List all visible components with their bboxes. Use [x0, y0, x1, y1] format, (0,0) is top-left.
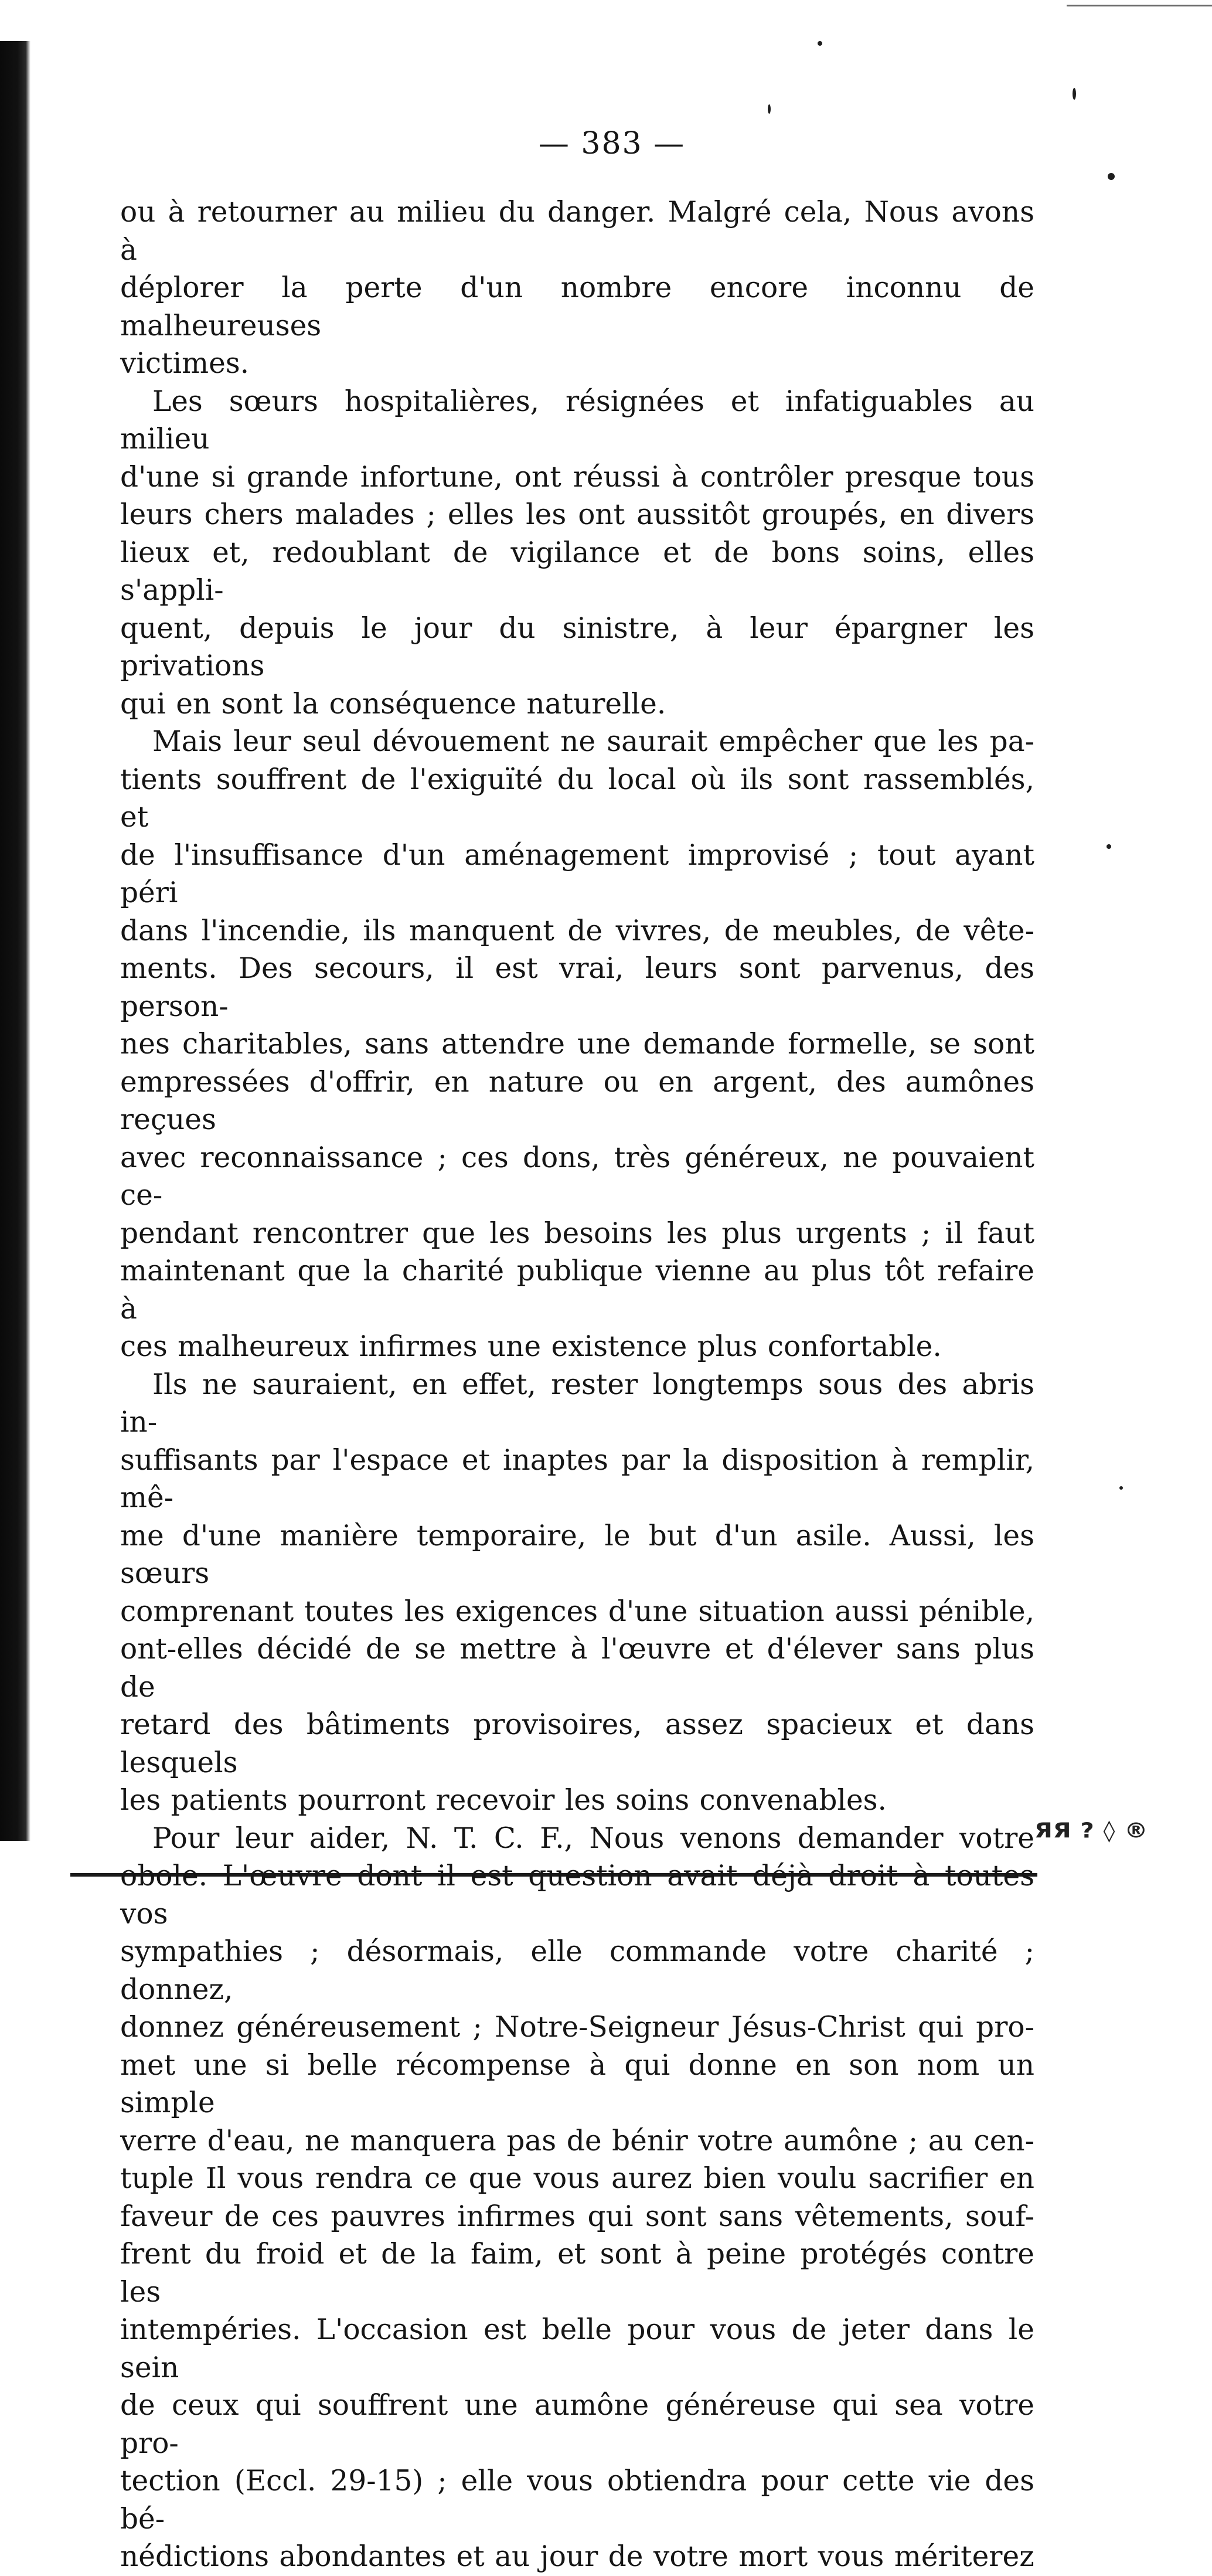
text-line: nédictions abondantes et au jour de votre mort vous mériterez [120, 2540, 1034, 2573]
text-line: empressées d'offrir, en nature ou en argent, des aumônes reçues [120, 1065, 1034, 1136]
paragraph [120, 1820, 1034, 2576]
scan-speck [768, 104, 771, 114]
text-line: tuple Il vous rendra ce que vous aurez bien voulu sacrifier en [120, 2162, 1034, 2195]
body-text [120, 193, 1034, 2576]
text-line: met une si belle récompense à qui donne en son nom un simple [120, 2048, 1034, 2119]
scan-speck [1107, 844, 1111, 849]
text-line: Pour leur aider, N. T. C. F., Nous venons demander votre [152, 1821, 1034, 1855]
library-stamp: ЯЯ ? ◊ ® [1034, 1819, 1149, 1843]
scan-left-edge [0, 41, 30, 1841]
paragraph [120, 193, 1034, 383]
scan-speck [818, 41, 822, 46]
text-line: ces malheureux infirmes une existence plus confortable. [120, 1330, 942, 1363]
text-line: pendant rencontrer que les besoins les plus urgents ; il faut [120, 1216, 1034, 1250]
text-line: Ils ne sauraient, en effet, rester longtemps sous des abris in- [120, 1368, 1034, 1439]
text-line: Les sœurs hospitalières, résignées et infatiguables au milieu [120, 385, 1034, 456]
text-line: donnez généreusement ; Notre-Seigneur Jésus-Christ qui pro- [120, 2011, 1034, 2044]
text-line: me d'une manière temporaire, le but d'un asile. Aussi, les sœurs [120, 1519, 1034, 1590]
scan-speck [1119, 1486, 1123, 1490]
text-line: les patients pourront recevoir les soins convenables. [120, 1784, 887, 1817]
text-line: ont-elles décidé de se mettre à l'œuvre et d'élever sans plus de [120, 1633, 1034, 1704]
text-line: frent du froid et de la faim, et sont à peine protégés contre les [120, 2238, 1034, 2309]
text-line: de l'insuffisance d'un aménagement improvisé ; tout ayant péri [120, 838, 1034, 909]
text-line: comprenant toutes les exigences d'une situation aussi pénible, [120, 1595, 1034, 1628]
text-line: avec reconnaissance ; ces dons, très généreux, ne pouvaient ce- [120, 1141, 1034, 1212]
text-line: ments. Des secours, il est vrai, leurs sont parvenus, des person- [120, 952, 1034, 1023]
text-line: déplorer la perte d'un nombre encore inconnu de malheureuses [120, 271, 1034, 342]
text-line: nes charitables, sans attendre une demande formelle, se sont [120, 1028, 1034, 1061]
text-line: sympathies ; désormais, elle commande votre charité ; donnez, [120, 1935, 1034, 2006]
text-line: victimes. [120, 347, 250, 380]
paragraph [120, 1366, 1034, 1820]
page-number-text: — 383 — [538, 126, 686, 161]
text-line: dans l'incendie, ils manquent de vivres, de meubles, de vête- [120, 914, 1034, 947]
text-line: d'une si grande infortune, ont réussi à contrôler presque tous [120, 460, 1034, 494]
paragraph [120, 383, 1034, 723]
text-line: quent, depuis le jour du sinistre, à leur épargner les privations [120, 611, 1034, 682]
text-line: qui en sont la conséquence naturelle. [120, 687, 666, 721]
text-line: tection (Eccl. 29-15) ; elle vous obtiendra pour cette vie des bé- [120, 2465, 1034, 2536]
scan-speck [1108, 173, 1115, 180]
text-line: faveur de ces pauvres infirmes qui sont sans vêtements, souf- [120, 2200, 1034, 2233]
paragraph [120, 723, 1034, 1366]
text-line: retard des bâtiments provisoires, assez spacieux et dans lesquels [120, 1708, 1034, 1779]
text-line: obole. L'œuvre dont il est question avait déjà droit à toutes vos [120, 1860, 1034, 1931]
text-line: de ceux qui souffrent une aumône généreuse qui sea votre pro- [120, 2389, 1034, 2460]
page-number [0, 126, 1212, 161]
text-line: Mais leur seul dévouement ne saurait empêcher que les pa- [152, 725, 1034, 758]
text-line: tients souffrent de l'exiguïté du local où ils sont rassemblés, et [120, 763, 1034, 834]
text-line: ou à retourner au milieu du danger. Malgré cela, Nous avons à [120, 196, 1034, 267]
scan-speck [1073, 88, 1076, 100]
text-line: suffisants par l'espace et inaptes par la disposition à remplir, mê- [120, 1443, 1034, 1514]
text-line: verre d'eau, ne manquera pas de bénir votre aumône ; au cen- [120, 2124, 1034, 2157]
text-line: lieux et, redoublant de vigilance et de bons soins, elles s'appli- [120, 536, 1034, 607]
text-line: leurs chers malades ; elles les ont aussitôt groupés, en divers [120, 498, 1034, 531]
text-line: intempéries. L'occasion est belle pour vous de jeter dans le sein [120, 2313, 1034, 2384]
text-line: maintenant que la charité publique vienne au plus tôt refaire à [120, 1255, 1034, 1326]
scan-top-rule [1067, 5, 1212, 6]
